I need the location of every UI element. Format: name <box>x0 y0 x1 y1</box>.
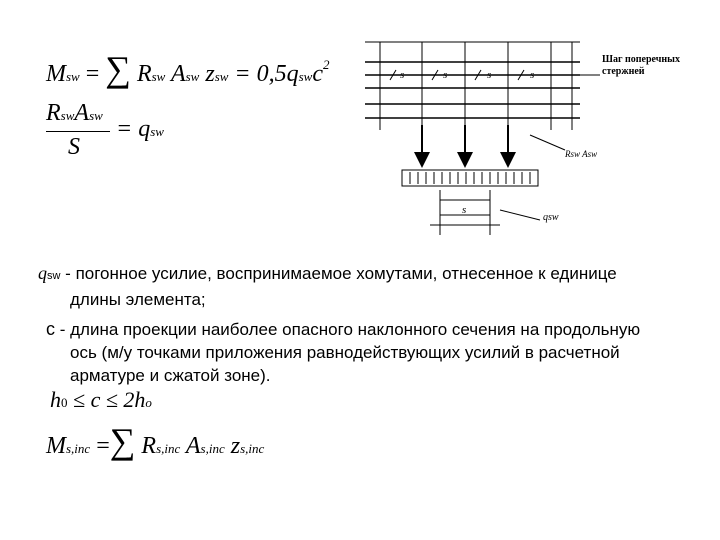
s-label: s <box>487 69 492 81</box>
pitch-label-2: стержней <box>602 66 645 77</box>
pitch-label: Шаг поперечных <box>602 54 680 65</box>
s-label: s <box>400 69 405 81</box>
formula-fraction: RswAsw S = qsw <box>46 100 164 160</box>
force-label: Rsw Asw <box>565 149 598 159</box>
s-label: s <box>462 204 467 216</box>
q-label: qsw <box>543 212 559 223</box>
formula-range: h0 ≤ c ≤ 2ho <box>50 387 152 412</box>
definition-c: c - длина проекции наиболее опасного наклонного сечения на продольную ось (м/у точками приложения равнодействующих усилий в расчетной арматуре и сжатой зоне). <box>46 319 641 385</box>
formula-moment-inc: Ms,inc =∑ Rs,inc As,inc zs,inc <box>46 421 265 461</box>
s-label: s <box>443 69 448 81</box>
s-label: s <box>530 69 535 81</box>
formula-moment: Msw = ∑ Rsw Asw zsw = 0,5qswc$^2$ <box>46 49 330 89</box>
definition-qsw: qsw - погонное усилие, воспринимаемое хомутами, отнесенное к единице длины элемента; <box>38 263 617 309</box>
stirrup-diagram <box>340 30 710 245</box>
